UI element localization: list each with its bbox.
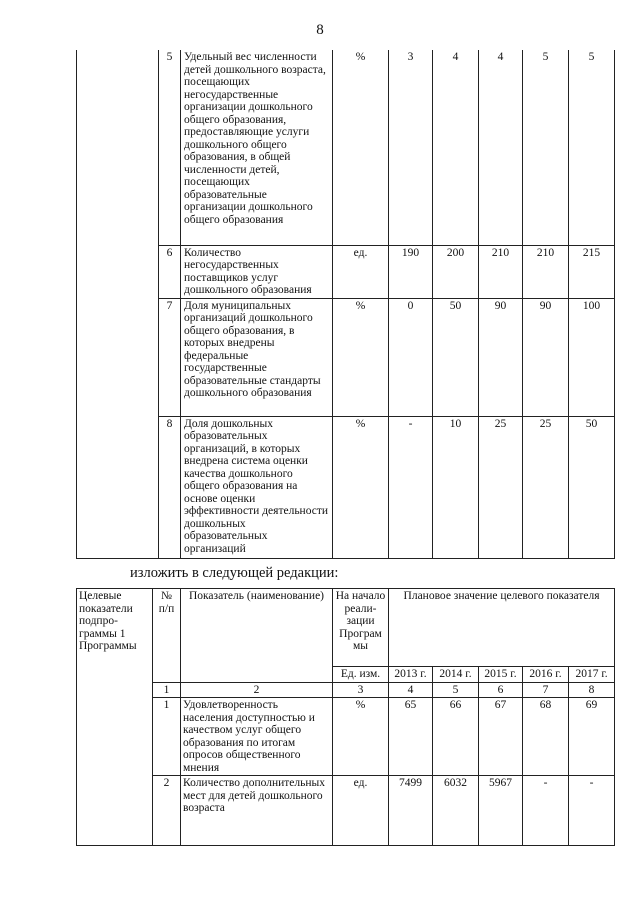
value-cell: 0 [389,298,433,416]
header-unit: Ед. изм. [333,667,389,683]
value-cell: 5 [523,50,569,245]
header-start-value: На начало реали-зации Програм мы [333,589,389,667]
value-cell: 100 [569,298,615,416]
indicator-name: Удельный вес численности детей дошкольного возраста, посещающих негосударственные организации дошкольного общего образования, предоставляющие услуги дошкольного общего образования, в общей численности детей, посещающих образовательные организации дошкольного общего образования [181,50,333,245]
indicator-name: Доля муниципальных организаций дошкольного общего образования, в которых внедрены федеральные государственные образовательные стандарты дошкольного образования [181,298,333,416]
value-cell: - [389,416,433,558]
index-cell: 3 [333,682,389,698]
index-cell: 5 [433,682,479,698]
row-number: 6 [159,245,181,298]
table-row [77,776,615,826]
value-cell: - [523,776,569,826]
value-cell: 10 [433,416,479,558]
header-year: 2016 г. [523,667,569,683]
value-cell: 7499 [389,776,433,826]
indicator-name: Удовлетворенность населения доступностью и качеством услуг общего образования по итогам опросов общественного мнения [181,698,333,776]
header-year: 2017 г. [569,667,615,683]
table-row [77,698,615,776]
indicator-name: Количество негосударственных поставщиков услуг дошкольного образования [181,245,333,298]
table-row-spacer [77,826,615,846]
indicator-name: Доля дошкольных образовательных организаций, в которых внедрена система оценки качества дошкольного общего образования на основе оценки эффективности деятельности дошкольных образовательных организаций [181,416,333,558]
header-year: 2013 г. [389,667,433,683]
index-cell: 1 [153,682,181,698]
value-cell: 25 [479,416,523,558]
index-cell: 4 [389,682,433,698]
unit-cell: ед. [333,776,389,826]
value-cell: 3 [389,50,433,245]
value-cell: 67 [479,698,523,776]
empty-category-cell [77,50,159,558]
header-row [77,589,615,667]
value-cell: 6032 [433,776,479,826]
value-cell: 66 [433,698,479,776]
unit-cell: % [333,298,389,416]
value-cell: 90 [479,298,523,416]
value-cell: 90 [523,298,569,416]
header-indicator: Показатель (наименование) [181,589,333,683]
header-category: Целевые показатели подпро-граммы 1 Программы [77,589,153,846]
header-year: 2015 г. [479,667,523,683]
value-cell: 210 [479,245,523,298]
value-cell: 65 [389,698,433,776]
index-cell: 8 [569,682,615,698]
header-year: 2014 г. [433,667,479,683]
value-cell: 25 [523,416,569,558]
unit-cell: ед. [333,245,389,298]
row-number: 5 [159,50,181,245]
value-cell: 200 [433,245,479,298]
indicator-name: Количество дополнительных мест для детей дошкольного возраста [181,776,333,826]
value-cell: 190 [389,245,433,298]
index-cell: 6 [479,682,523,698]
row-number: 2 [153,776,181,826]
value-cell: 4 [433,50,479,245]
header-planned-value: Плановое значение целевого показателя [389,589,615,667]
row-number: 7 [159,298,181,416]
value-cell: 68 [523,698,569,776]
row-number: 1 [153,698,181,776]
value-cell: 69 [569,698,615,776]
index-row [77,682,615,698]
unit-cell: % [333,698,389,776]
value-cell: 50 [569,416,615,558]
value-cell: 50 [433,298,479,416]
value-cell: - [569,776,615,826]
value-cell: 5967 [479,776,523,826]
index-cell: 7 [523,682,569,698]
value-cell: 4 [479,50,523,245]
header-number: № п/п [153,589,181,683]
unit-cell: % [333,416,389,558]
indicator-table-continuation [76,50,615,559]
value-cell: 215 [569,245,615,298]
value-cell: 210 [523,245,569,298]
row-number: 8 [159,416,181,558]
unit-cell: % [333,50,389,245]
indicator-table-new [76,588,615,846]
page-number: 8 [316,22,324,38]
section-heading: изложить в следующей редакции: [130,565,339,581]
index-cell: 2 [181,682,333,698]
table-row [77,50,615,245]
value-cell: 5 [569,50,615,245]
